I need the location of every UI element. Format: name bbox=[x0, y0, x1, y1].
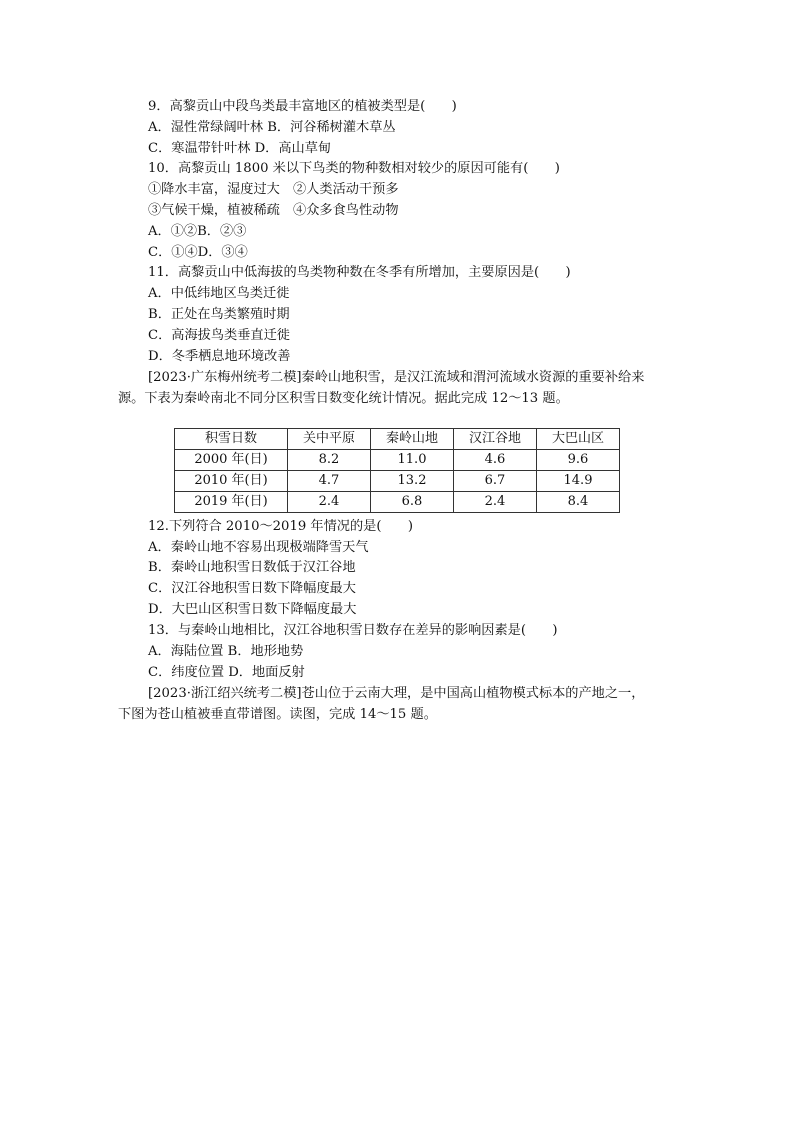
table-header-cell: 积雪日数 bbox=[175, 429, 288, 450]
q13-stem: 13．与秦岭山地相比，汉江谷地积雪日数存在差异的影响因素是( ) bbox=[148, 623, 558, 638]
table-cell: 2000 年(日) bbox=[175, 450, 288, 471]
table-cell: 9.6 bbox=[537, 450, 620, 471]
table-cell: 6.8 bbox=[371, 492, 454, 513]
table-row bbox=[175, 450, 620, 471]
q11-option-d: D．冬季栖息地环境改善 bbox=[148, 349, 291, 364]
q10-items-34: ③气候干燥，植被稀疏 ④众多食鸟性动物 bbox=[148, 203, 399, 218]
table-cell: 13.2 bbox=[371, 471, 454, 492]
table-cell: 4.6 bbox=[454, 450, 537, 471]
table-cell: 2010 年(日) bbox=[175, 471, 288, 492]
table-cell: 2.4 bbox=[288, 492, 371, 513]
table-row bbox=[175, 471, 620, 492]
q10-stem: 10．高黎贡山 1800 米以下鸟类的物种数相对较少的原因可能有( ) bbox=[148, 161, 560, 176]
q10-options-cd: C．①④D．③④ bbox=[148, 245, 248, 260]
q12-stem: 12.下列符合 2010～2019 年情况的是( ) bbox=[148, 519, 414, 534]
q11-stem: 11．高黎贡山中低海拔的鸟类物种数在冬季有所增加，主要原因是( ) bbox=[148, 265, 571, 280]
intro-12-13-line2: 源。下表为秦岭南北不同分区积雪日数变化统计情况。据此完成 12～13 题。 bbox=[118, 391, 569, 406]
q10-options-ab: A．①②B．②③ bbox=[148, 224, 247, 239]
q12-option-b: B．秦岭山地积雪日数低于汉江谷地 bbox=[148, 560, 356, 575]
q12-option-d: D．大巴山区积雪日数下降幅度最大 bbox=[148, 602, 357, 617]
table-cell: 11.0 bbox=[371, 450, 454, 471]
intro-14-15-line2: 下图为苍山植被垂直带谱图。读图，完成 14～15 题。 bbox=[118, 707, 437, 722]
table-header-cell: 关中平原 bbox=[288, 429, 371, 450]
table-cell: 4.7 bbox=[288, 471, 371, 492]
q11-option-c: C．高海拔鸟类垂直迁徙 bbox=[148, 328, 290, 343]
q13-options-cd: C．纬度位置 D．地面反射 bbox=[148, 665, 305, 680]
table-cell: 8.2 bbox=[288, 450, 371, 471]
q11-option-b: B．正处在鸟类繁殖时期 bbox=[148, 307, 290, 322]
table-header-cell: 大巴山区 bbox=[537, 429, 620, 450]
q12-option-a: A．秦岭山地不容易出现极端降雪天气 bbox=[148, 540, 369, 555]
q11-option-a: A．中低纬地区鸟类迁徙 bbox=[148, 286, 290, 301]
table-cell: 8.4 bbox=[537, 492, 620, 513]
q9-options-ab: A．湿性常绿阔叶林 B．河谷稀树灌木草丛 bbox=[148, 120, 396, 135]
intro-14-15-line1: [2023·浙江绍兴统考二模]苍山位于云南大理，是中国高山植物模式标本的产地之一， bbox=[148, 686, 645, 701]
table-cell: 14.9 bbox=[537, 471, 620, 492]
table-header-cell: 汉江谷地 bbox=[454, 429, 537, 450]
intro-12-13-line1: [2023·广东梅州统考二模]秦岭山地积雪，是汉江流域和渭河流域水资源的重要补给来 bbox=[148, 370, 645, 385]
q9-stem: 9．高黎贡山中段鸟类最丰富地区的植被类型是( ) bbox=[148, 99, 457, 114]
table-header-cell: 秦岭山地 bbox=[371, 429, 454, 450]
q9-options-cd: C．寒温带针叶林 D．高山草甸 bbox=[148, 141, 332, 156]
q13-options-ab: A．海陆位置 B．地形地势 bbox=[148, 644, 304, 659]
table-row bbox=[175, 492, 620, 513]
table-cell: 2.4 bbox=[454, 492, 537, 513]
table-header-row bbox=[175, 429, 620, 450]
table-cell: 2019 年(日) bbox=[175, 492, 288, 513]
q10-items-12: ①降水丰富，湿度过大 ②人类活动干预多 bbox=[148, 182, 399, 197]
q12-option-c: C．汉江谷地积雪日数下降幅度最大 bbox=[148, 581, 356, 596]
table-cell: 6.7 bbox=[454, 471, 537, 492]
snow-days-table bbox=[174, 428, 620, 513]
